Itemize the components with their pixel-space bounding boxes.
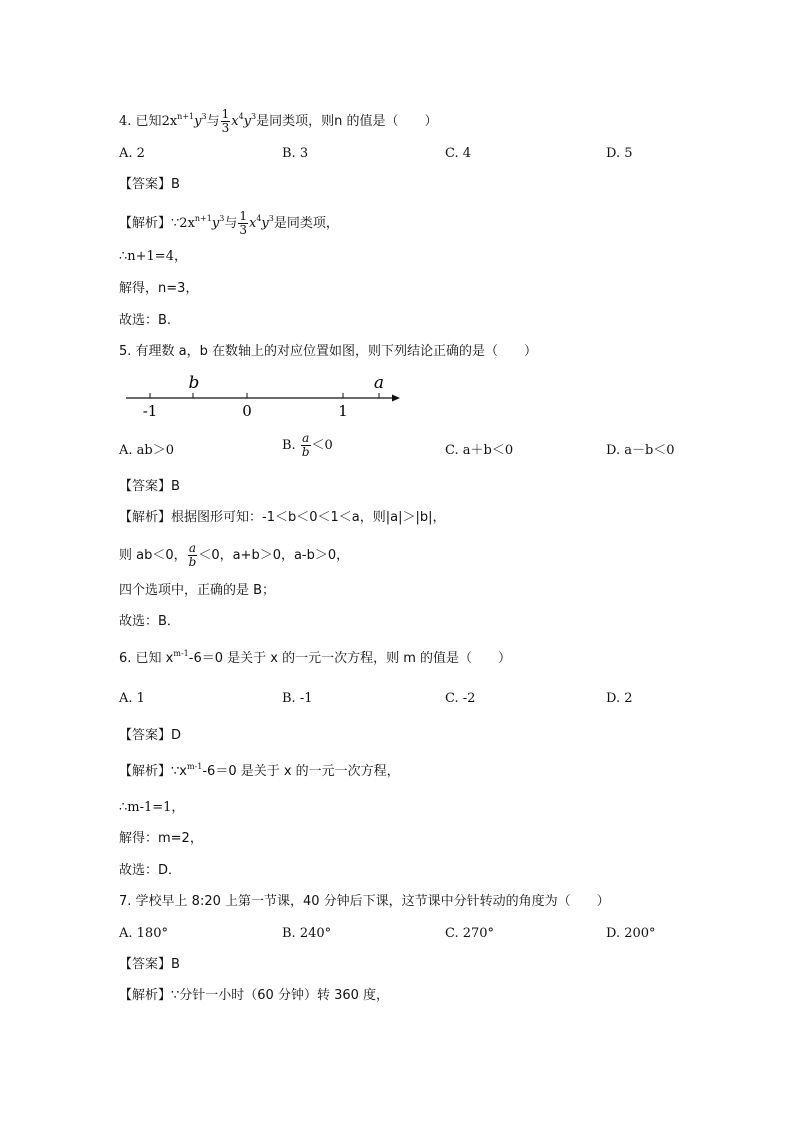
q5-stem: 5. 有理数 a，b 在数轴上的对应位置如图，则下列结论正确的是（ ） (119, 344, 538, 359)
q4-prefix: 已知 (135, 114, 162, 129)
number-line-arrow-icon (392, 395, 400, 402)
q7-stem: 7. 学校早上 8:20 上第一节课，40 分钟后下课，这节课中分针转动的角度为（ ） (119, 894, 610, 909)
q6-option-a: A. 1 (119, 691, 145, 706)
q4-number: 4. (119, 114, 132, 129)
q5-analysis-2: 则 ab＜0， $\frac{a}{b}$ ＜0，a+b＞0，a-b＞0， (119, 541, 350, 569)
q6-conclusion: 故选：D． (119, 863, 182, 878)
q6-answer: 【答案】D (119, 728, 182, 743)
q7-answer: 【答案】B (119, 957, 180, 972)
q6-analysis: 【解析】$\because x^{m-1}-6=0$ 是关于 x 的一元一次方程， (119, 762, 400, 779)
q7-option-d: D. 200° (606, 926, 656, 941)
q5-analysis-1: 【解析】根据图形可知：-1＜b＜0＜1＜a，则|a|＞|b|， (119, 510, 446, 525)
q4-option-c: C. 4 (445, 146, 472, 161)
q4-stem (119, 108, 438, 135)
label-b: b (188, 373, 200, 393)
q5-option-d: D. a－b＜0 (606, 443, 675, 458)
q4-option-d: D. 5 (606, 146, 633, 161)
q5-analysis-3: 四个选项中，正确的是 B； (119, 583, 276, 598)
label-0: 0 (242, 402, 252, 420)
q4-option-a: A. 2 (119, 146, 145, 161)
q6-stem: 6. 已知 $x^{m-1}-6=0$ 是关于 x 的一元一次方程，则 m 的值是（ ） (119, 649, 512, 666)
q4-conclusion: 故选：B. (119, 313, 172, 328)
label-a: a (373, 373, 385, 393)
q4-step2: 解得，n=3， (119, 281, 199, 296)
q5-option-c: C. a＋b＜0 (445, 443, 514, 458)
q7-option-c: C. 270° (445, 926, 495, 941)
q5-answer: 【答案】B (119, 479, 180, 494)
q7-option-b: B. 240° (282, 926, 332, 941)
q5-conclusion: 故选：B． (119, 614, 180, 629)
q4-term1: $2x^{n+1}y^3$ (161, 112, 207, 129)
q6-option-b: B. -1 (282, 691, 313, 706)
q4-analysis: 【解析】$\because 2x^{n+1}y^3$与 $\frac{1}{3}$ $x^4y^3$是同类项， (119, 209, 339, 237)
q6-option-c: C. -2 (445, 691, 476, 706)
number-line (118, 370, 408, 420)
label-minus1: -1 (142, 402, 158, 420)
q4-answer: 【答案】B (119, 177, 180, 192)
q5-option-b: B. $\frac{a}{b}$ ＜0 (282, 431, 333, 459)
q7-analysis: 【解析】∵分针一小时（60 分钟）转 360 度， (119, 988, 390, 1003)
q4-conj: 与 (206, 114, 220, 129)
q7-option-a: A. 180° (119, 926, 168, 941)
q6-step2: 解得：m=2， (119, 831, 203, 846)
q5-option-a: A. ab＞0 (119, 443, 174, 458)
q4-step1: ∴n+1=4， (119, 249, 187, 264)
q6-option-d: D. 2 (606, 691, 633, 706)
label-1: 1 (338, 402, 348, 420)
q6-step1: ∴m-1=1， (119, 800, 185, 815)
q4-term2: $x^4y^3$ (231, 112, 257, 129)
q4-fraction: $\frac{1}{3}$ (221, 107, 230, 135)
q4-suffix: 是同类项，则n 的值是（ ） (256, 114, 438, 129)
q4-option-b: B. 3 (282, 146, 309, 161)
